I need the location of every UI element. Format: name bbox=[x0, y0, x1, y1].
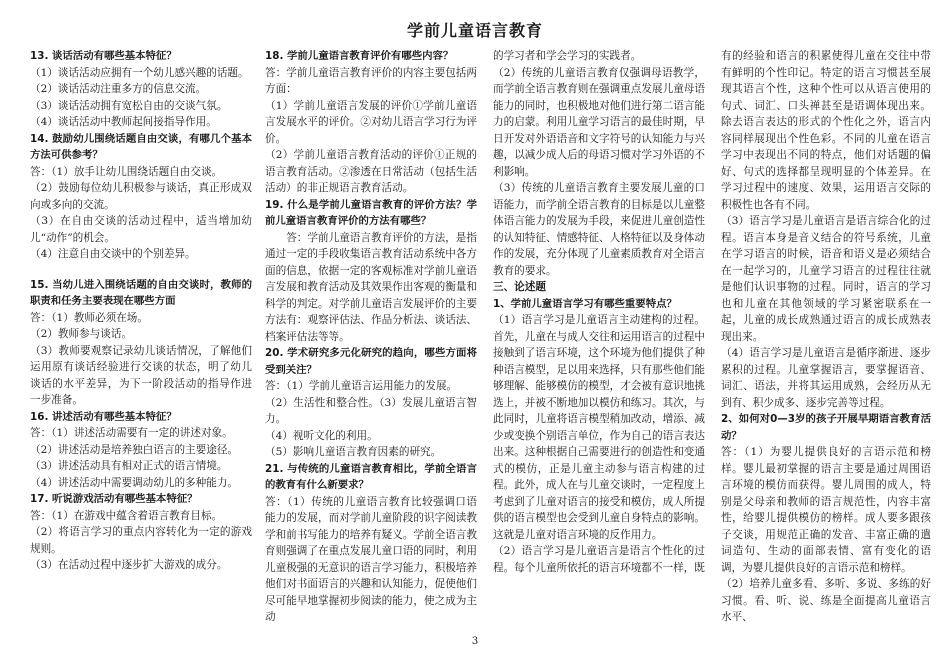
question-heading: 21. 与传统的儿童语言教育相比，学前全语言的教育有什么新要求？ bbox=[265, 462, 477, 491]
answer-paragraph: （2）鼓励每位幼儿积极参与谈话，真正形成双向或多向的交流。 bbox=[30, 182, 252, 211]
answer-paragraph: （3）语言学习是儿童语言是语言综合化的过程。语言本身是音义结合的符号系统，儿童在学习语言的时候，语音和语义是必须结合在一起学习的，儿童学习语言的过程往往就是他们认识事物的过程。同时，语言的学习也和儿童在其他领域的学习紧密联系在一起，儿童的成长成熟通过语言的成长成熟表现出来。 bbox=[721, 215, 931, 343]
answer-paragraph: 答：（1）在游戏中蕴含着语言教育目标。 bbox=[30, 509, 223, 522]
column-1 bbox=[30, 48, 252, 638]
answer-paragraph: （3）谈话活动拥有宽松自由的交谈气氛。 bbox=[30, 99, 228, 112]
answer-paragraph: （2）语言学习是儿童语言是语言个性化的过程。每个儿童所依托的语言环境都不一样，既 bbox=[493, 545, 705, 574]
answer-paragraph: （2）生活性和整合性。（3）发展儿童语言智力。 bbox=[265, 396, 477, 425]
answer-paragraph: （2）教师参与谈话。 bbox=[30, 328, 133, 340]
question-heading: 19. 什么是学前儿童语言教育的评价方法？学前儿童语言教育评价的方法有哪些？ bbox=[265, 198, 477, 227]
answer-paragraph: 答：（1）学前儿童语言运用能力的发展。 bbox=[265, 380, 458, 392]
question-heading: 15. 当幼儿进入围绕话题的自由交谈时，教师的职责和任务主要表现在哪些方面 bbox=[30, 278, 252, 307]
question-heading: 20. 学术研究多元化研究的趋向，哪些方面将受到关注？ bbox=[265, 347, 477, 376]
page-number: 3 bbox=[471, 636, 479, 647]
question-heading: 18. 学前儿童语言教育评价有哪些内容？ bbox=[265, 50, 454, 62]
column-2 bbox=[265, 48, 477, 638]
column-3 bbox=[493, 48, 705, 638]
answer-paragraph: 答：学前儿童语言教育评价的内容主要包括两方面： bbox=[265, 66, 477, 95]
answer-paragraph: （2）培养儿童多看、多听、多说、多练的好习惯。看、听、说、练是全面提高儿童语言水平、 bbox=[721, 578, 931, 623]
answer-paragraph: （2）学前儿童语言教育活动的评价①正规的语言教育活动。②渗透在日常活动（包括生活活动）的非正规语言教育活动。 bbox=[265, 149, 477, 194]
answer-paragraph: （2）谈话活动注重多方的信息交流。 bbox=[30, 83, 207, 95]
answer-paragraph: 答：（1）放手让幼儿围绕话题自由交谈。 bbox=[30, 165, 223, 178]
page-title: 学前儿童语言教育 bbox=[406, 21, 543, 40]
answer-paragraph: （1）谈话活动应拥有一个幼儿感兴趣的话题。 bbox=[30, 66, 249, 79]
answer-paragraph: （2）将语言学习的重点内容转化为一定的游戏规则。 bbox=[30, 526, 252, 555]
question-heading: 2、如何对0—3岁的孩子开展早期语言教育活动？ bbox=[721, 413, 931, 442]
answer-paragraph: 答：（1）传统的儿童语言教育比较强调口语能力的发展，而对学前儿童阶段的识字阅读教学和前书写能力的培养有疑义。学前全语言教育则强调了在重点发展儿童口语的同时，利用儿童极强的无意识的语言学习能力，积极培养他们对书面语言的兴趣和认知能力，促使他们尽可能早地掌握初步阅读的能力，使之成为主动 bbox=[265, 495, 477, 623]
answer-paragraph: 答：学前儿童语言教育评价的方法，是指通过一定的手段收集语言教育活动系统中各方面的信息，依据一定的客观标准对学前儿童语言发展和教育活动及其效果作出客观的衡量和科学的判定。对学前儿童语言发展评价的主要方法有：观察评估法、作品分析法、谈话法、档案评估法等等。 bbox=[265, 231, 477, 343]
answer-paragraph: （4）语言学习是儿童语言是循序渐进、逐步累积的过程。儿童掌握语言，要掌握语音、词汇、语法，并将其运用成熟，会经历从无到有、积少成多、逐步完善等过程。 bbox=[721, 347, 931, 409]
answer-paragraph: （2）传统的儿童语言教育仅强调母语教学，而学前全语言教育则在强调重点发展儿童母语能力的同时，也积极地对他们进行第二语言能力的启蒙。利用儿童学习语言的最佳时期，早日开发对外语语音和文字符号的认知能力与兴趣，以减少成人后的母语习惯对学习外语的不利影响。 bbox=[493, 66, 705, 178]
answer-paragraph: （3）传统的儿童语言教育主要发展儿童的口语能力，而学前全语言教育的目标是以儿童整体语言能力的发展为手段，来促进儿童创造性的认知特征、情感特征、人格特征以及身体动作的发展，充分体现了儿童素质教育对全语言教育的要求。 bbox=[493, 182, 705, 277]
answer-paragraph: 答：（1）教师必须在场。 bbox=[30, 311, 148, 324]
answer-paragraph: 有的经验和语言的积累使得儿童在交往中带有鲜明的个性印记。特定的语言习惯甚至展现其语言个性，这种个性可以从语言使用的句式、词汇、口头禅甚至是语调体现出来。除去语言表达的形式的个性化之外，语言内容同样展现出个性色彩。不同的儿童在语言学习中表现出不同的特点，他们对话题的偏好、句式的选择都呈现明显的个体差异。在学习过程中的速度、效果，运用语言交际的积极性也各有不同。 bbox=[721, 50, 931, 211]
answer-paragraph: （2）讲述活动是培养独白语言的主要途径。 bbox=[30, 443, 239, 456]
question-heading: 13. 谈话活动有哪些基本特征？ bbox=[30, 50, 177, 62]
answer-paragraph: （4）谈话活动中教师起间接指导作用。 bbox=[30, 116, 217, 128]
answer-paragraph: 答：（1）讲述活动需要有一定的讲述对象。 bbox=[30, 427, 233, 439]
question-heading: 14. 鼓励幼儿围绕话题自由交谈，有哪几个基本方法可供参考？ bbox=[30, 132, 252, 161]
answer-paragraph: （5）影响儿童语言教育因素的研究。 bbox=[265, 446, 442, 458]
answer-paragraph: （4）注意自由交谈中的个别差异。 bbox=[30, 248, 196, 260]
answer-paragraph: 答：（1）为婴儿提供良好的言语示范和榜样。婴儿最初掌握的语言主要是通过周围语言环境的模仿而获得。婴儿周围的成人，特别是父母亲和教师的语言规范性，内容丰富性，给婴儿提供模仿的榜样。成人要多跟孩子交谈，用规范正确的发音、丰富正确的遣词造句、生动的面部表情、富有变化的语调，为婴儿提供良好的言语示范和榜样。 bbox=[721, 446, 931, 574]
answer-paragraph: （3）在自由交谈的活动过程中，适当增加幼儿“动作”的机会。 bbox=[30, 215, 252, 244]
answer-paragraph: （1）语言学习是儿童语言主动建构的过程。首先，儿童在与成人交往和运用语言的过程中接触到了语言环境，这个环境为他们提供了种种语言模型，足以用来选择，只有那些他们能够理解、能够模仿的模型，才会被有意识地挑选上，并被不断地加以模仿和练习。其次，与此同时，儿童将语言模型稍加改动，增添、减少或变换个别语言单位，作为自己的语言表达出来。这种根据自己需要进行的创造性和变通式的模仿，正是儿童主动参与语言构建的过程。此外，成人在与儿童交谈时，一定程度上考虑到了儿童对语言的接受和模仿，成人所提供的语言模型也会受到儿童自身特点的影响。这就是儿童对语言环境的反作用力。 bbox=[493, 314, 705, 541]
answer-paragraph: （3）在活动过程中逐步扩大游戏的成分。 bbox=[30, 559, 228, 571]
question-heading: 17. 听说游戏活动有哪些基本特征？ bbox=[30, 493, 198, 505]
answer-paragraph: 的学习者和学会学习的实践者。 bbox=[493, 50, 642, 62]
answer-paragraph: （3）讲述活动具有相对正式的语言情境。 bbox=[30, 460, 228, 472]
spacer bbox=[30, 263, 252, 277]
section-heading: 三、论述题 bbox=[493, 281, 546, 293]
question-heading: 1、学前儿童语言学习有哪些重要特点？ bbox=[493, 297, 677, 310]
column-4 bbox=[721, 48, 931, 638]
answer-paragraph: （1）学前儿童语言发展的评价①学前儿童语言发展水平的评价。②对幼儿语言学习行为评价。 bbox=[265, 99, 477, 145]
answer-paragraph: （4）视听文化的利用。 bbox=[265, 429, 378, 442]
answer-paragraph: （4）讲述活动中需要调动幼儿的多种能力。 bbox=[30, 476, 239, 489]
question-heading: 16. 讲述活动有哪些基本特征？ bbox=[30, 410, 177, 423]
answer-paragraph: （3）教师要观察记录幼儿谈话情况，了解他们运用原有谈话经验进行交谈的状态，明了幼儿谈话的水平差异，为下一阶段活动的指导作进一步准备。 bbox=[30, 344, 252, 406]
